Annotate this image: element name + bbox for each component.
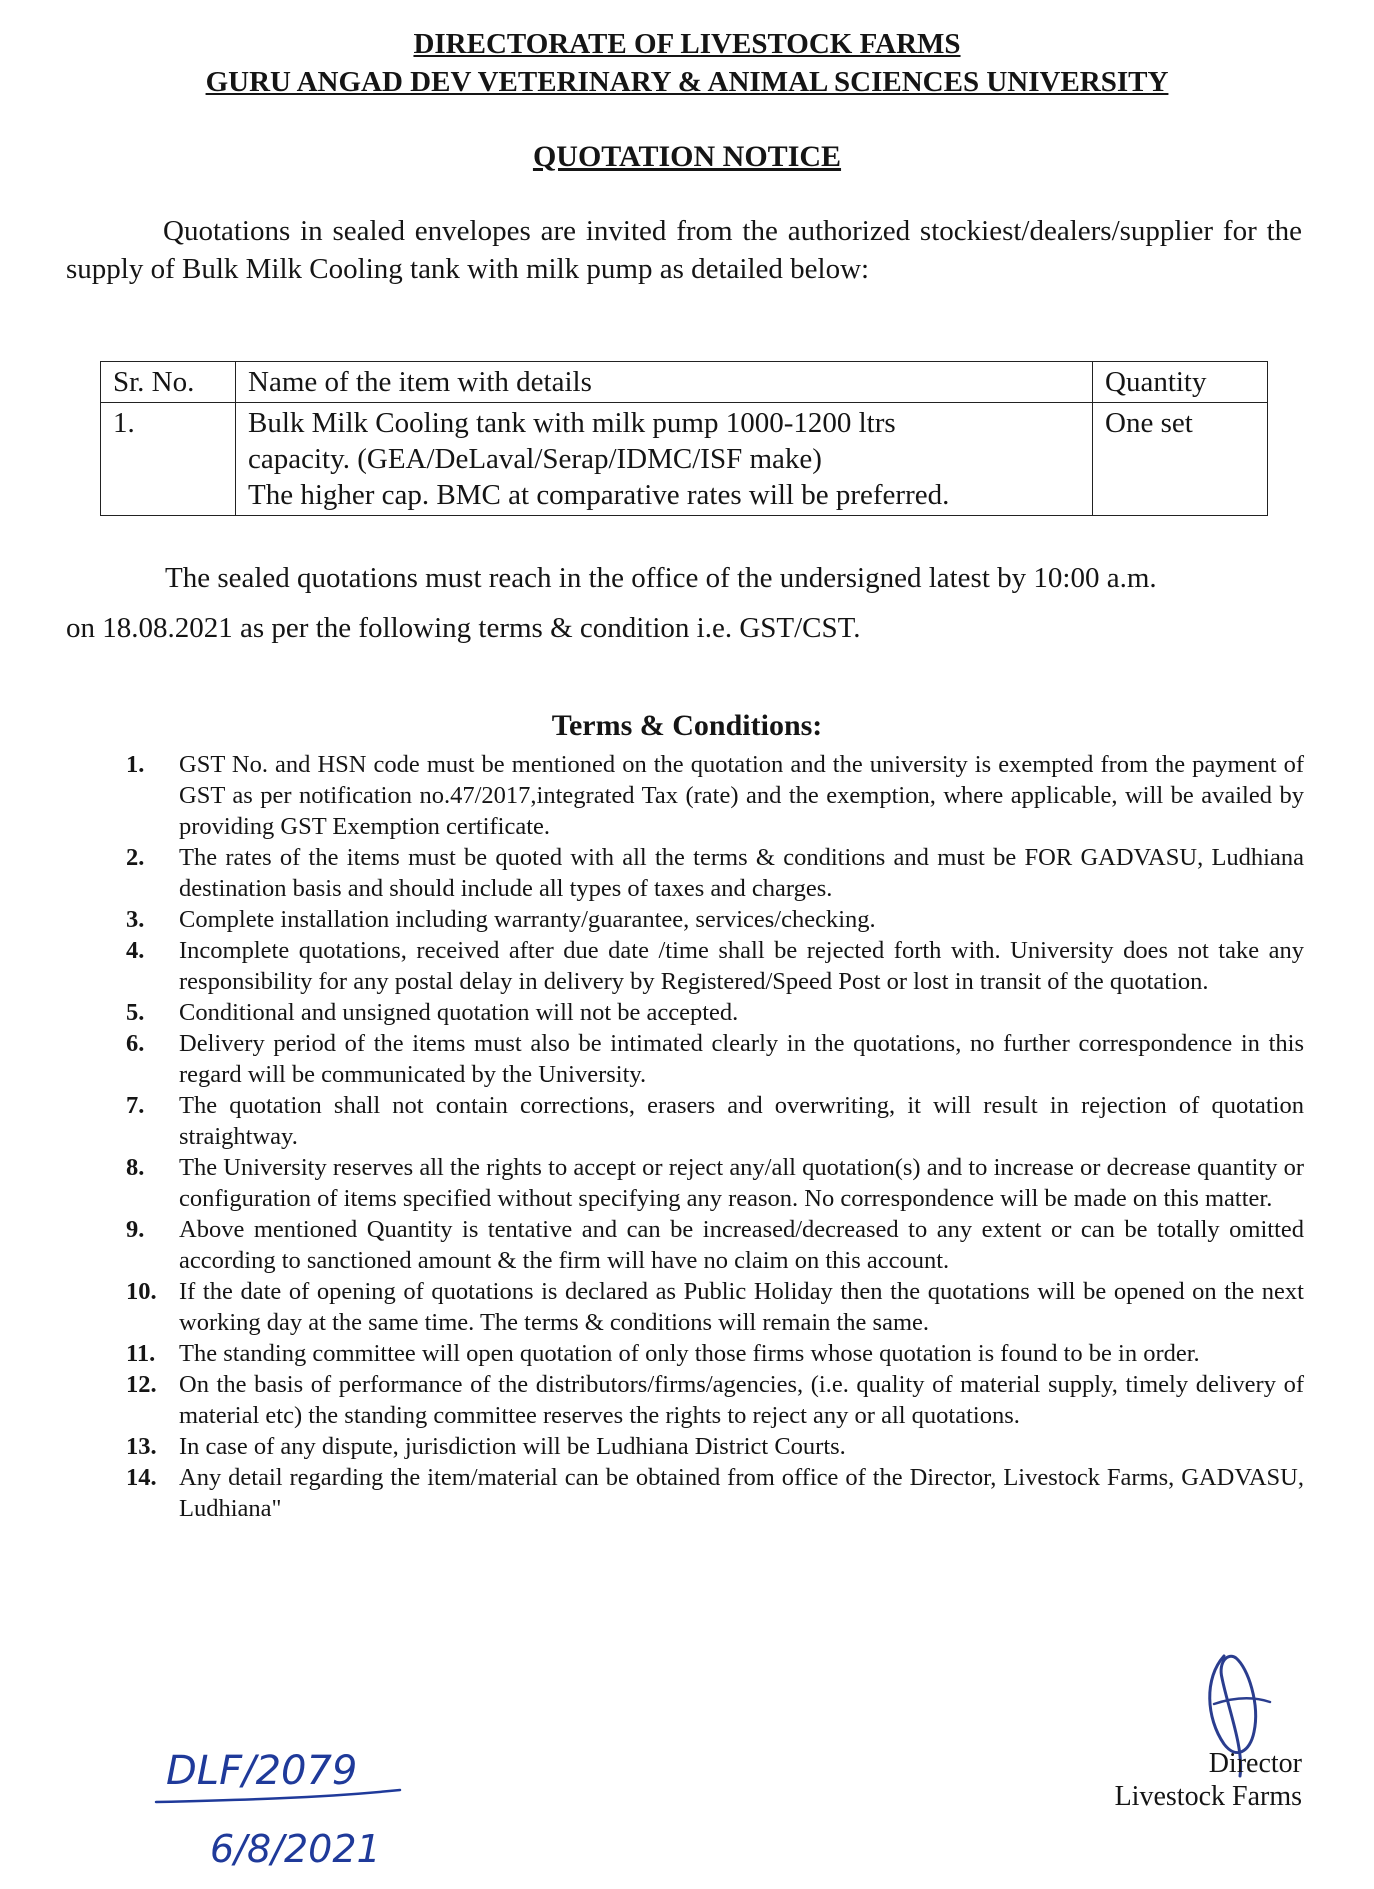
signatory-title: Director — [1208, 1748, 1302, 1779]
term-number: 12. — [126, 1371, 157, 1398]
term-item — [126, 997, 1304, 1028]
term-number: 8. — [126, 1154, 145, 1181]
dispatch-date: 6/8/2021 — [210, 1827, 381, 1871]
term-text: Complete installation including warranty/guarantee, services/checking. — [179, 906, 876, 933]
term-item — [126, 904, 1304, 935]
notice-title: QUOTATION NOTICE — [532, 140, 842, 173]
terms-list — [126, 749, 1304, 1524]
header-sr-no: Sr. No. — [101, 362, 236, 403]
term-number: 4. — [126, 937, 145, 964]
term-item — [126, 935, 1304, 997]
term-text: The standing committee will open quotation of only those firms whose quotation is found to be in order. — [179, 1340, 1200, 1367]
term-number: 6. — [126, 1030, 145, 1057]
table-header-row — [101, 362, 1268, 403]
item-line: The higher cap. BMC at comparative rates will be preferred. — [248, 479, 950, 511]
term-number: 5. — [126, 999, 145, 1026]
term-number: 13. — [126, 1433, 157, 1460]
term-text: The rates of the items must be quoted with all the terms & conditions and must be FOR GADVASU, Ludhiana destination basis and should include all types of taxes and charges. — [179, 844, 1304, 902]
term-number: 11. — [126, 1340, 156, 1367]
term-text: Incomplete quotations, received after due date /time shall be rejected forth with. University does not take any responsibility for any postal delay in delivery by Registered/Speed Post or lost in transit of the quotation. — [179, 937, 1304, 995]
header-quantity: Quantity — [1093, 362, 1268, 403]
term-item — [126, 1462, 1304, 1524]
intro-paragraph — [66, 212, 1302, 288]
term-item — [126, 1028, 1304, 1090]
term-item — [126, 1276, 1304, 1338]
term-text: Conditional and unsigned quotation will not be accepted. — [179, 999, 739, 1026]
dispatch-note — [150, 1740, 410, 1880]
term-item — [126, 1369, 1304, 1431]
signatory-block — [1115, 1747, 1302, 1813]
signatory-office: Livestock Farms — [1114, 1781, 1302, 1812]
dispatch-number: DLF/2079 — [166, 1748, 358, 1794]
term-item — [126, 1338, 1304, 1369]
directorate-heading: DIRECTORATE OF LIVESTOCK FARMS — [413, 28, 961, 60]
term-text: The University reserves all the rights to accept or reject any/all quotation(s) and to increase or decrease quantity or configuration of items specified without specifying any reason. No correspondence will be made on this matter. — [179, 1154, 1304, 1212]
term-number: 3. — [126, 906, 145, 933]
cell-item-details — [236, 403, 1093, 516]
term-text: Delivery period of the items must also be intimated clearly in the quotations, no further correspondence in this regard will be communicated by the University. — [179, 1030, 1304, 1088]
term-number: 10. — [126, 1278, 157, 1305]
deadline-line-1: The sealed quotations must reach in the office of the undersigned latest by 10:00 a.m. — [165, 562, 1157, 594]
term-item — [126, 1214, 1304, 1276]
table-row — [101, 403, 1268, 516]
term-text: In case of any dispute, jurisdiction will be Ludhiana District Courts. — [179, 1433, 846, 1460]
terms-heading: Terms & Conditions: — [551, 709, 823, 742]
cell-sr-no: 1. — [101, 403, 236, 516]
term-number: 14. — [126, 1464, 157, 1491]
item-line: Bulk Milk Cooling tank with milk pump 1000-1200 ltrs — [248, 407, 896, 439]
term-item — [126, 749, 1304, 842]
term-number: 9. — [126, 1216, 145, 1243]
term-item — [126, 1152, 1304, 1214]
term-item — [126, 1090, 1304, 1152]
term-text: On the basis of performance of the distributors/firms/agencies, (i.e. quality of material supply, timely delivery of material etc) the standing committee reserves the rights to reject any or all quotations. — [179, 1371, 1304, 1429]
cell-quantity: One set — [1093, 403, 1268, 516]
items-table — [100, 361, 1268, 516]
intro-text: Quotations in sealed envelopes are invited from the authorized stockiest/dealers/supplier for the supply of Bulk Milk Cooling tank with milk pump as detailed below: — [66, 215, 1302, 285]
term-number: 2. — [126, 844, 145, 871]
item-line: capacity. (GEA/DeLaval/Serap/IDMC/ISF make) — [248, 443, 822, 475]
term-item — [126, 1431, 1304, 1462]
term-item — [126, 842, 1304, 904]
term-text: The quotation shall not contain corrections, erasers and overwriting, it will result in rejection of quotation straightway. — [179, 1092, 1304, 1150]
header-item-name: Name of the item with details — [236, 362, 1093, 403]
university-heading: GURU ANGAD DEV VETERINARY & ANIMAL SCIENCES UNIVERSITY — [205, 66, 1169, 98]
term-number: 1. — [126, 751, 145, 778]
term-text: Any detail regarding the item/material can be obtained from office of the Director, Livestock Farms, GADVASU, Ludhiana" — [179, 1464, 1304, 1522]
term-text: GST No. and HSN code must be mentioned on the quotation and the university is exempted from the payment of GST as per notification no.47/2017,integrated Tax (rate) and the exemption, where applicable, will be availed by providing GST Exemption certificate. — [179, 751, 1304, 840]
term-text: If the date of opening of quotations is declared as Public Holiday then the quotations will be opened on the next working day at the same time. The terms & conditions will remain the same. — [179, 1278, 1304, 1336]
deadline-line-2: on 18.08.2021 as per the following terms & condition i.e. GST/CST. — [66, 612, 861, 644]
term-number: 7. — [126, 1092, 145, 1119]
term-text: Above mentioned Quantity is tentative and can be increased/decreased to any extent or can be totally omitted according to sanctioned amount & the firm will have no claim on this account. — [179, 1216, 1304, 1274]
